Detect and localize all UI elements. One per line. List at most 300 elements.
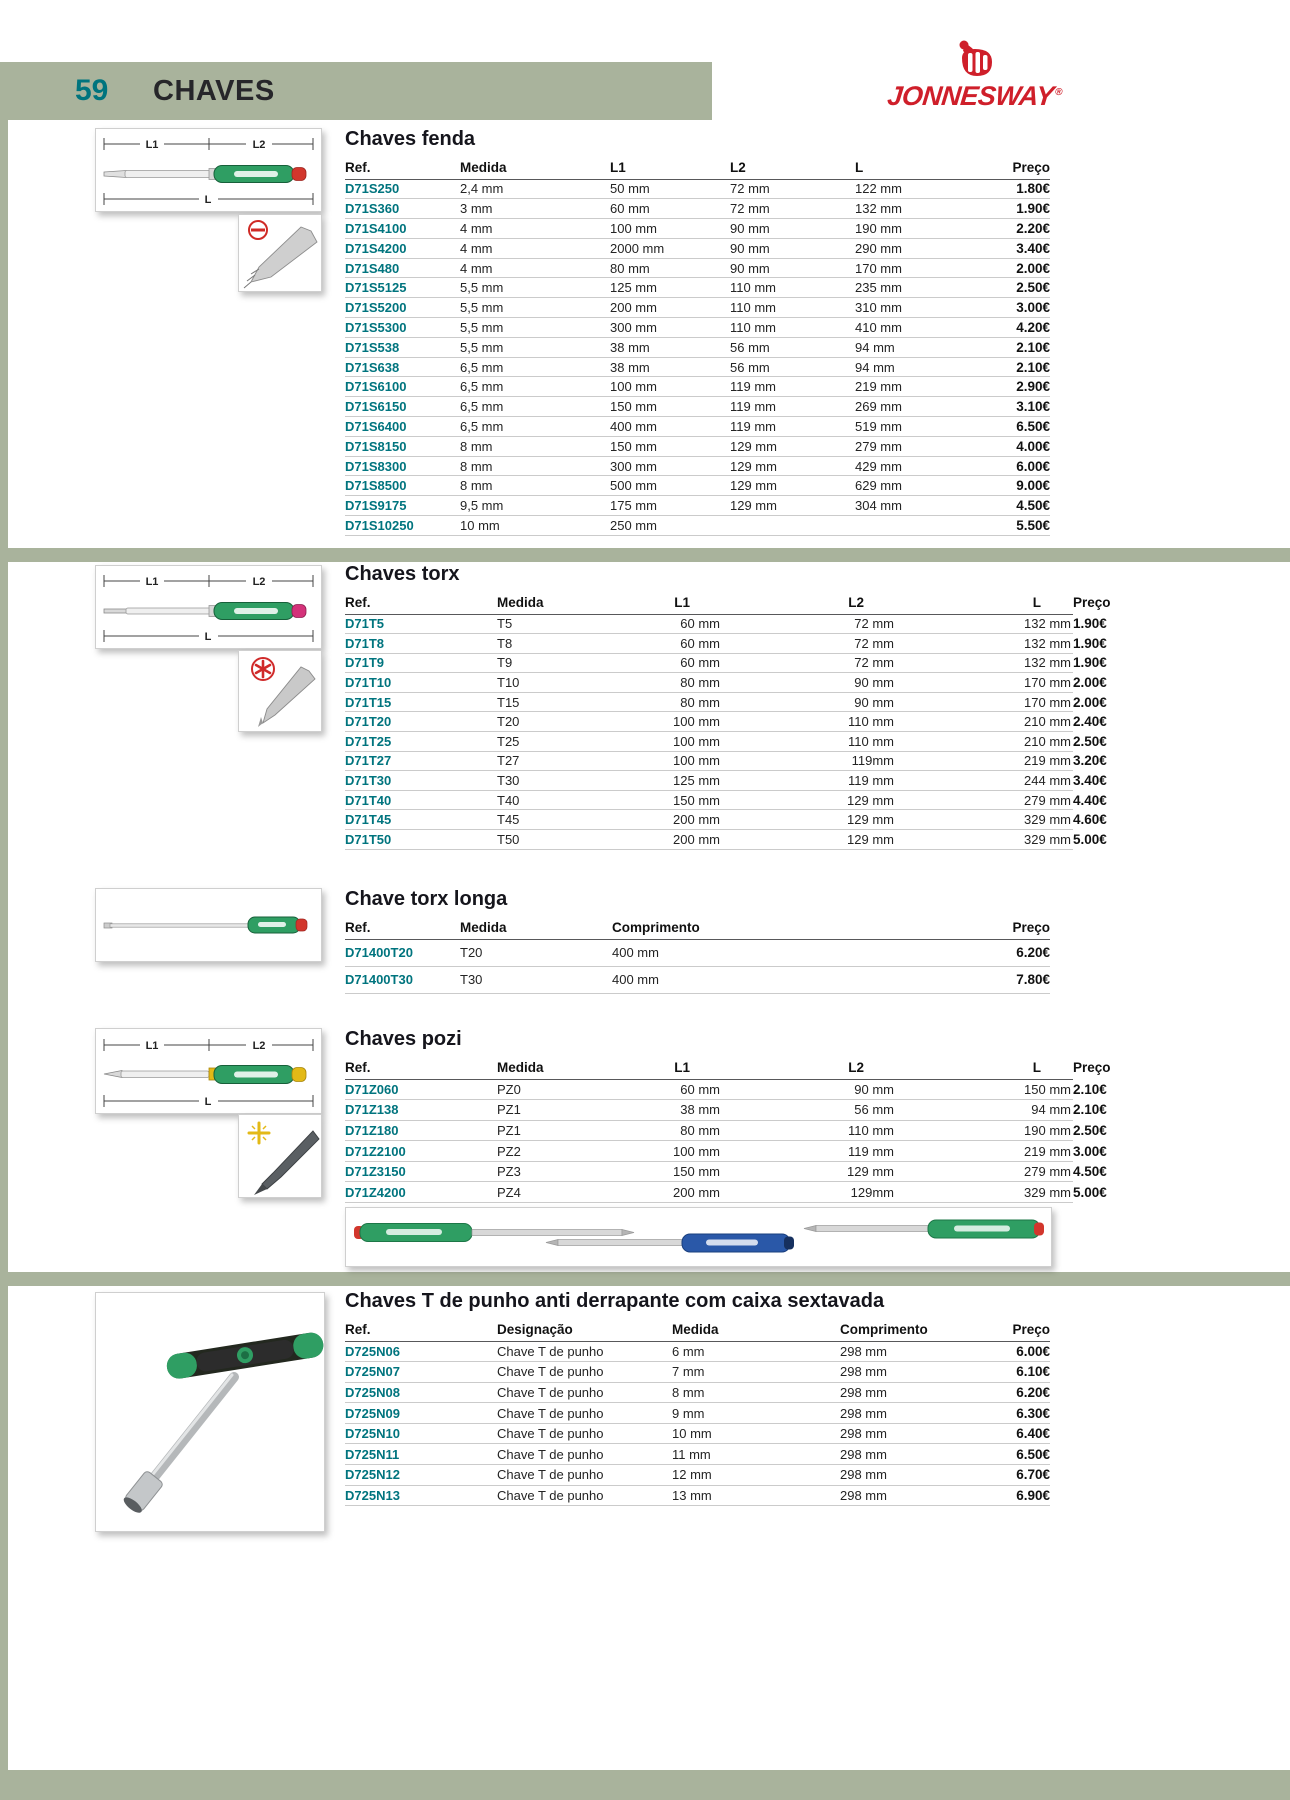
table-cell: T9 xyxy=(497,653,610,673)
table-row: D71T25 T25 100 mm 110 mm 210 mm 2.50€ xyxy=(345,732,1073,752)
table-cell: 2000 mm xyxy=(610,238,730,258)
table-cell: Chave T de punho xyxy=(497,1485,672,1506)
table-cell: D71Z060 xyxy=(345,1079,497,1100)
table-cell: 100 mm xyxy=(610,1141,722,1162)
table-cell: 5,5 mm xyxy=(460,278,610,298)
table-cell: 8 mm xyxy=(460,436,610,456)
table-cell: 150 mm xyxy=(610,397,730,417)
table-cell: 119 mm xyxy=(722,1141,896,1162)
table-cell: 4 mm xyxy=(460,238,610,258)
table-cell: 3.10€ xyxy=(987,397,1050,417)
table-cell: D725N13 xyxy=(345,1485,497,1506)
table-cell: T30 xyxy=(497,771,610,791)
table-cell: 2.50€ xyxy=(987,278,1050,298)
dim-label-l: L xyxy=(204,631,212,643)
table-cell: 13 mm xyxy=(672,1485,840,1506)
table-row xyxy=(345,1382,1050,1403)
table-cell: 2,4 mm xyxy=(460,179,610,199)
table-cell: Chave T de punho xyxy=(497,1341,672,1362)
table-cell: D71T10 xyxy=(345,673,497,693)
dim-label-l: L xyxy=(204,194,212,206)
section-title: Chaves torx xyxy=(345,563,460,585)
table-cell: 9 mm xyxy=(672,1403,840,1424)
table-cell: D71S4100 xyxy=(345,219,460,239)
table-cell: 119mm xyxy=(722,751,896,771)
column-header: L1 xyxy=(610,1055,722,1079)
table-cell: 38 mm xyxy=(610,1100,722,1121)
table-row: D71T8 T8 60 mm 72 mm 132 mm 1.90€ xyxy=(345,634,1073,654)
table-cell: 6,5 mm xyxy=(460,397,610,417)
table-cell: 175 mm xyxy=(610,496,730,516)
table-cell: 4.20€ xyxy=(987,318,1050,338)
page-number: 59 xyxy=(75,74,109,107)
table-cell: 129 mm xyxy=(730,496,855,516)
table-cell: D71T40 xyxy=(345,790,497,810)
table-cell: D71S6400 xyxy=(345,417,460,437)
table-cell: PZ1 xyxy=(497,1100,610,1121)
page-title: CHAVES xyxy=(153,75,275,107)
table-cell xyxy=(855,516,987,536)
table-cell: 8 mm xyxy=(460,456,610,476)
table-chaves-pozi xyxy=(345,1055,1111,1203)
column-header: L xyxy=(896,1055,1073,1079)
table-cell: 219 mm xyxy=(896,1141,1073,1162)
table-cell: Chave T de punho xyxy=(497,1444,672,1465)
table-row: D71T5 T5 60 mm 72 mm 132 mm 1.90€ xyxy=(345,614,1073,634)
table-cell: 72 mm xyxy=(730,179,855,199)
table-cell: 6.00€ xyxy=(987,456,1050,476)
long-torx-screwdriver xyxy=(96,889,321,961)
column-header: Preço xyxy=(987,155,1050,179)
table-cell: 110 mm xyxy=(730,318,855,338)
table-row: D71Z3150 PZ3 150 mm 129 mm 279 mm 4.50€ xyxy=(345,1161,1073,1182)
pozi-screwdriver-diagram xyxy=(96,1029,321,1113)
table-cell: 500 mm xyxy=(610,476,730,496)
table-cell: 100 mm xyxy=(610,751,722,771)
table-chaves-torx xyxy=(345,590,1111,850)
table-cell: D71Z180 xyxy=(345,1120,497,1141)
table-cell: T10 xyxy=(497,673,610,693)
product-image-chaves-pozi xyxy=(95,1028,322,1114)
table-cell: 4 mm xyxy=(460,219,610,239)
table-cell: 60 mm xyxy=(610,653,722,673)
table-cell: PZ4 xyxy=(497,1182,610,1203)
table-cell: PZ2 xyxy=(497,1141,610,1162)
table-header-row xyxy=(345,155,1050,179)
brand-name-wrap xyxy=(870,81,1078,112)
table-cell: Chave T de punho xyxy=(497,1423,672,1444)
table-cell: D71T27 xyxy=(345,751,497,771)
product-image-pozi-tip xyxy=(238,1114,322,1198)
table-cell: D71Z138 xyxy=(345,1100,497,1121)
table-cell: 6.00€ xyxy=(990,1341,1050,1362)
table-cell: 7 mm xyxy=(672,1362,840,1383)
column-header: Medida xyxy=(497,1055,610,1079)
table-cell: 200 mm xyxy=(610,830,722,850)
table-cell: PZ3 xyxy=(497,1161,610,1182)
table-chaves-fenda xyxy=(345,155,1050,536)
section-chave-torx-longa xyxy=(345,888,1050,994)
table-cell: 150 mm xyxy=(610,1161,722,1182)
table-cell: 6.50€ xyxy=(987,417,1050,437)
table-cell: 5,5 mm xyxy=(460,337,610,357)
table-cell: 80 mm xyxy=(610,258,730,278)
table-cell: 310 mm xyxy=(855,298,987,318)
table-cell: 129 mm xyxy=(730,436,855,456)
table-cell: 290 mm xyxy=(855,238,987,258)
column-header: Comprimento xyxy=(612,915,980,939)
table-row xyxy=(345,318,1050,338)
table-cell: 129 mm xyxy=(722,810,896,830)
table-cell: D71S5125 xyxy=(345,278,460,298)
column-header: Comprimento xyxy=(840,1317,990,1341)
table-cell: 298 mm xyxy=(840,1423,990,1444)
table-row xyxy=(345,417,1050,437)
table-cell: D71S638 xyxy=(345,357,460,377)
table-cell: 80 mm xyxy=(610,692,722,712)
table-row xyxy=(345,1485,1050,1506)
table-row xyxy=(345,219,1050,239)
table-cell: T20 xyxy=(460,939,612,966)
column-header: Ref. xyxy=(345,155,460,179)
table-head xyxy=(345,155,1050,179)
column-header: L2 xyxy=(722,1055,896,1079)
table-row: D71Z180 PZ1 80 mm 110 mm 190 mm 2.50€ xyxy=(345,1120,1073,1141)
table-cell: 5,5 mm xyxy=(460,298,610,318)
table-cell: 6,5 mm xyxy=(460,417,610,437)
table-cell: D725N11 xyxy=(345,1444,497,1465)
table-header-row xyxy=(345,1317,1050,1341)
flat-tip-closeup xyxy=(239,215,321,291)
table-cell: 8 mm xyxy=(460,476,610,496)
table-cell: 60 mm xyxy=(610,199,730,219)
table-cell: 235 mm xyxy=(855,278,987,298)
table-cell: T20 xyxy=(497,712,610,732)
table-cell: 72 mm xyxy=(722,634,896,654)
table-cell: 9,5 mm xyxy=(460,496,610,516)
table-cell: 6 mm xyxy=(672,1341,840,1362)
table-cell: D725N12 xyxy=(345,1465,497,1486)
table-cell: 4.00€ xyxy=(987,436,1050,456)
section-chaves-t-punho xyxy=(345,1290,1050,1506)
dim-label-l2: L2 xyxy=(252,576,266,588)
table-head xyxy=(345,1317,1050,1341)
table-cell: 298 mm xyxy=(840,1362,990,1383)
column-header: Ref. xyxy=(345,1317,497,1341)
section-chaves-pozi xyxy=(345,1028,1111,1203)
table-cell: 400 mm xyxy=(612,939,980,966)
table-cell: T25 xyxy=(497,732,610,752)
table-row xyxy=(345,1423,1050,1444)
table-cell: T5 xyxy=(497,614,610,634)
table-cell: D71T8 xyxy=(345,634,497,654)
table-cell: D71S250 xyxy=(345,179,460,199)
table-cell: D71Z3150 xyxy=(345,1161,497,1182)
table-row xyxy=(345,397,1050,417)
table-cell: Chave T de punho xyxy=(497,1382,672,1403)
dim-label-l1: L1 xyxy=(145,576,159,588)
table-cell: 190 mm xyxy=(855,219,987,239)
table-cell: 38 mm xyxy=(610,337,730,357)
table-row: D71T15 T15 80 mm 90 mm 170 mm 2.00€ xyxy=(345,692,1073,712)
table-cell: D71S6100 xyxy=(345,377,460,397)
table-cell: 5,5 mm xyxy=(460,318,610,338)
section-divider xyxy=(0,1272,1290,1286)
column-header: Designação xyxy=(497,1317,672,1341)
table-cell: 6.40€ xyxy=(990,1423,1050,1444)
table-cell: 2.90€ xyxy=(987,377,1050,397)
table-body xyxy=(345,939,1050,993)
table-cell: D71S6150 xyxy=(345,397,460,417)
table-cell: 50 mm xyxy=(610,179,730,199)
table-cell: 132 mm xyxy=(896,614,1073,634)
table-cell: 6.90€ xyxy=(990,1485,1050,1506)
table-cell: 629 mm xyxy=(855,476,987,496)
table-cell: 410 mm xyxy=(855,318,987,338)
table-header-row: Ref. Medida L1 L2 L Preço xyxy=(345,1055,1073,1079)
table-cell: 329 mm xyxy=(896,1182,1073,1203)
table-cell: 170 mm xyxy=(896,673,1073,693)
table-cell: 5.50€ xyxy=(987,516,1050,536)
table-cell: 2.00€ xyxy=(987,258,1050,278)
table-cell: 304 mm xyxy=(855,496,987,516)
table-cell: D71T15 xyxy=(345,692,497,712)
table-cell: 90 mm xyxy=(722,1079,896,1100)
table-row xyxy=(345,337,1050,357)
table-cell: 94 mm xyxy=(855,337,987,357)
table-cell: 2.20€ xyxy=(987,219,1050,239)
section-title: Chaves T de punho anti derrapante com caixa sextavada xyxy=(345,1290,885,1312)
table-cell: D71S8150 xyxy=(345,436,460,456)
flat-screwdriver-diagram xyxy=(96,129,321,211)
table-cell: 110 mm xyxy=(730,278,855,298)
table-cell: T27 xyxy=(497,751,610,771)
table-cell: D71S5300 xyxy=(345,318,460,338)
table-row xyxy=(345,966,1050,993)
table-cell: 110 mm xyxy=(722,1120,896,1141)
product-photo-pozi-screwdrivers xyxy=(345,1207,1052,1267)
bottom-band xyxy=(0,1770,1290,1800)
table-row xyxy=(345,939,1050,966)
table-row: D71Z4200 PZ4 200 mm 129mm 329 mm 5.00€ xyxy=(345,1182,1073,1203)
table-cell: 170 mm xyxy=(896,692,1073,712)
table-cell: 132 mm xyxy=(896,634,1073,654)
table-row xyxy=(345,1362,1050,1383)
table-row xyxy=(345,516,1050,536)
table-cell: D71T9 xyxy=(345,653,497,673)
table-cell: D71T5 xyxy=(345,614,497,634)
table-cell: 6.70€ xyxy=(990,1465,1050,1486)
table-cell: 11 mm xyxy=(672,1444,840,1465)
table-cell: Chave T de punho xyxy=(497,1403,672,1424)
table-cell: 4.50€ xyxy=(987,496,1050,516)
table-cell: 110 mm xyxy=(722,732,896,752)
table-cell: 210 mm xyxy=(896,712,1073,732)
table-cell: 8 mm xyxy=(672,1382,840,1403)
section-chaves-fenda xyxy=(345,128,1050,536)
table-cell: 6,5 mm xyxy=(460,377,610,397)
table-row xyxy=(345,298,1050,318)
table-cell: 110 mm xyxy=(730,298,855,318)
brand-logo xyxy=(872,38,1077,112)
table-cell: 125 mm xyxy=(610,278,730,298)
column-header: L1 xyxy=(610,155,730,179)
table-cell: 72 mm xyxy=(722,614,896,634)
table-cell: PZ1 xyxy=(497,1120,610,1141)
table-cell: 129 mm xyxy=(722,1161,896,1182)
table-cell: 298 mm xyxy=(840,1403,990,1424)
product-image-chaves-torx xyxy=(95,565,322,649)
table-cell: 219 mm xyxy=(855,377,987,397)
table-cell: 279 mm xyxy=(896,790,1073,810)
section-chaves-torx xyxy=(345,563,1111,850)
table-cell: 100 mm xyxy=(610,219,730,239)
table-cell: 329 mm xyxy=(896,810,1073,830)
table-cell: D725N10 xyxy=(345,1423,497,1444)
table-cell: D71400T30 xyxy=(345,966,460,993)
page-header xyxy=(0,62,712,120)
table-cell: 110 mm xyxy=(722,712,896,732)
product-image-chaves-fenda xyxy=(95,128,322,212)
table-cell: 72 mm xyxy=(722,653,896,673)
dim-label-l2: L2 xyxy=(252,139,266,151)
table-cell: 10 mm xyxy=(672,1423,840,1444)
table-cell: 125 mm xyxy=(610,771,722,791)
table-cell: 429 mm xyxy=(855,456,987,476)
table-cell: Chave T de punho xyxy=(497,1362,672,1383)
table-cell: D71Z2100 xyxy=(345,1141,497,1162)
column-header: Medida xyxy=(672,1317,840,1341)
table-cell: 170 mm xyxy=(855,258,987,278)
table-cell: 400 mm xyxy=(610,417,730,437)
table-row: D71T45 T45 200 mm 129 mm 329 mm 4.60€ xyxy=(345,810,1073,830)
table-row xyxy=(345,1465,1050,1486)
table-cell: 6.20€ xyxy=(990,1382,1050,1403)
table-cell: 244 mm xyxy=(896,771,1073,791)
table-cell: 129 mm xyxy=(722,830,896,850)
table-cell: 90 mm xyxy=(722,692,896,712)
table-cell: 6.10€ xyxy=(990,1362,1050,1383)
table-cell: 3.40€ xyxy=(987,238,1050,258)
left-edge-band xyxy=(0,120,8,1800)
column-header: L xyxy=(855,155,987,179)
table-cell: 1.90€ xyxy=(987,199,1050,219)
table-row: D71Z060 PZ0 60 mm 90 mm 150 mm 2.10€ xyxy=(345,1079,1073,1100)
table-chaves-t-punho xyxy=(345,1317,1050,1506)
table-cell: 132 mm xyxy=(896,653,1073,673)
table-cell: D725N06 xyxy=(345,1341,497,1362)
table-body xyxy=(345,1341,1050,1506)
table-cell: 6.50€ xyxy=(990,1444,1050,1465)
column-header: Preço xyxy=(990,1317,1050,1341)
table-row xyxy=(345,238,1050,258)
pozi-tip-closeup xyxy=(239,1115,321,1197)
table-cell: 2.10€ xyxy=(987,357,1050,377)
table-row: D71T9 T9 60 mm 72 mm 132 mm 1.90€ xyxy=(345,653,1073,673)
table-cell: 1.80€ xyxy=(987,179,1050,199)
table-head xyxy=(345,1055,1111,1079)
table-body xyxy=(345,1079,1107,1203)
table-cell: 129 mm xyxy=(730,476,855,496)
table-cell: 90 mm xyxy=(730,258,855,278)
table-cell: 60 mm xyxy=(610,1079,722,1100)
table-cell: 129 mm xyxy=(730,456,855,476)
table-cell: D725N08 xyxy=(345,1382,497,1403)
table-cell: D71S480 xyxy=(345,258,460,278)
table-row xyxy=(345,1444,1050,1465)
table-cell: D71S10250 xyxy=(345,516,460,536)
table-body xyxy=(345,179,1050,535)
table-cell: 9.00€ xyxy=(987,476,1050,496)
table-cell: D71S8300 xyxy=(345,456,460,476)
table-header-row xyxy=(345,915,1050,939)
column-header: Ref. xyxy=(345,590,497,614)
table-cell: 300 mm xyxy=(610,318,730,338)
table-cell: 129mm xyxy=(722,1182,896,1203)
table-row xyxy=(345,476,1050,496)
pozi-screwdrivers-photo xyxy=(346,1208,1051,1266)
table-header-row: Ref. Medida L1 L2 L Preço xyxy=(345,590,1073,614)
dim-label-l1: L1 xyxy=(145,139,159,151)
table-cell: 298 mm xyxy=(840,1485,990,1506)
table-cell: 100 mm xyxy=(610,377,730,397)
table-cell: Chave T de punho xyxy=(497,1465,672,1486)
table-row xyxy=(345,436,1050,456)
table-cell: 10 mm xyxy=(460,516,610,536)
column-header: L2 xyxy=(730,155,855,179)
table-cell: 298 mm xyxy=(840,1465,990,1486)
table-head xyxy=(345,915,1050,939)
table-cell: 200 mm xyxy=(610,1182,722,1203)
table-cell: 38 mm xyxy=(610,357,730,377)
product-image-torx-tip xyxy=(238,650,322,732)
table-cell: T8 xyxy=(497,634,610,654)
table-cell xyxy=(730,516,855,536)
table-cell: 80 mm xyxy=(610,1120,722,1141)
torx-screwdriver-diagram xyxy=(96,566,321,648)
table-cell: 4 mm xyxy=(460,258,610,278)
table-row xyxy=(345,496,1050,516)
column-header: Medida xyxy=(460,155,610,179)
table-cell: D71S8500 xyxy=(345,476,460,496)
table-cell: PZ0 xyxy=(497,1079,610,1100)
table-cell: 94 mm xyxy=(896,1100,1073,1121)
table-cell: D71S5200 xyxy=(345,298,460,318)
table-cell: T45 xyxy=(497,810,610,830)
table-cell: 7.80€ xyxy=(980,966,1050,993)
product-image-fenda-tip xyxy=(238,214,322,292)
table-cell: 80 mm xyxy=(610,673,722,693)
column-header: L xyxy=(896,590,1073,614)
table-cell: 122 mm xyxy=(855,179,987,199)
table-row: D71T50 T50 200 mm 129 mm 329 mm 5.00€ xyxy=(345,830,1073,850)
table-row: D71T10 T10 80 mm 90 mm 170 mm 2.00€ xyxy=(345,673,1073,693)
table-row xyxy=(345,1403,1050,1424)
column-header: Medida xyxy=(497,590,610,614)
table-cell: 150 mm xyxy=(610,436,730,456)
column-header: Ref. xyxy=(345,915,460,939)
table-row xyxy=(345,377,1050,397)
table-cell: 150 mm xyxy=(610,790,722,810)
table-cell: 90 mm xyxy=(730,219,855,239)
dim-label-l: L xyxy=(204,1096,212,1108)
brand-name: JONNESWAY xyxy=(886,81,1056,111)
torx-tip-closeup xyxy=(239,651,321,731)
jonnesway-logo-icon xyxy=(952,38,998,80)
table-cell: 279 mm xyxy=(896,1161,1073,1182)
table-row xyxy=(345,258,1050,278)
table-cell: D71S4200 xyxy=(345,238,460,258)
